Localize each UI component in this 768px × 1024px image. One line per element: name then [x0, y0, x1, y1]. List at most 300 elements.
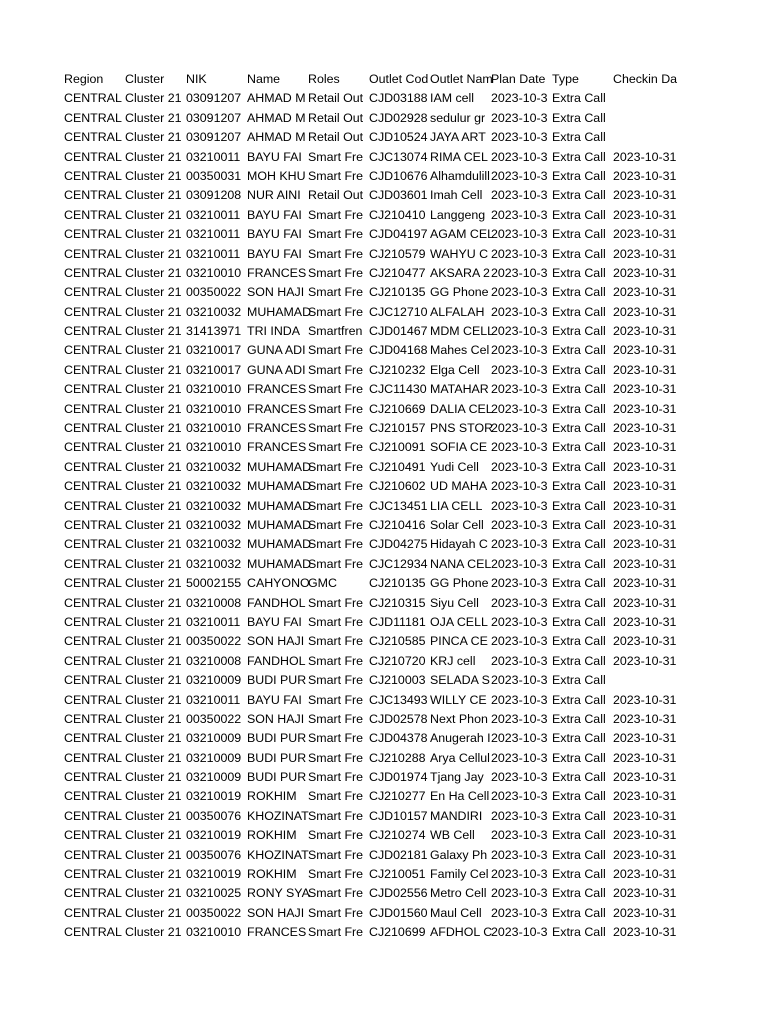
table-cell: 00350031: [186, 168, 242, 183]
table-cell: CJC13074: [369, 149, 428, 164]
table-cell: Extra Call: [552, 614, 606, 629]
table-cell: Extra Call: [552, 828, 606, 843]
table-cell: 03210011: [186, 692, 241, 707]
table-cell: 2023-10-3: [491, 867, 548, 882]
table-cell: Extra Call: [552, 207, 606, 222]
table-cell: Smart Fre: [308, 207, 364, 222]
table-cell: 03091207: [186, 91, 242, 106]
table-cell: Extra Call: [552, 517, 606, 532]
table-row: [64, 128, 668, 147]
table-cell: FANDHOL: [247, 595, 306, 610]
table-cell: CENTRAL: [64, 382, 122, 397]
table-cell: 2023-10-31: [613, 343, 677, 358]
table-row: [64, 148, 677, 167]
table-cell: BAYU FAI: [247, 149, 302, 164]
table-row: [64, 341, 677, 360]
table-row: [64, 89, 668, 108]
table-cell: ROKHIM: [247, 867, 297, 882]
table-cell: 03210011: [186, 149, 241, 164]
table-cell: 2023-10-31: [613, 459, 677, 474]
table-cell: CENTRAL: [64, 459, 122, 474]
table-cell: 03210010: [186, 421, 242, 436]
table-cell: CENTRAL: [64, 789, 122, 804]
table-cell: CENTRAL: [64, 285, 122, 300]
table-cell: 2023-10-3: [491, 770, 548, 785]
table-cell: CJ210003: [369, 673, 426, 688]
table-cell: Cluster 21: [125, 149, 182, 164]
table-cell: CJD04275: [369, 537, 428, 552]
table-cell: Mahes Cel: [430, 343, 490, 358]
table-cell: 2023-10-3: [491, 343, 548, 358]
table-cell: Cluster 21: [125, 188, 182, 203]
table-cell: 03210011: [186, 227, 241, 242]
table-cell: BUDI PUR: [247, 770, 307, 785]
table-cell: Retail Out: [308, 130, 364, 145]
table-cell: Extra Call: [552, 556, 606, 571]
table-cell: 31413971: [186, 324, 242, 339]
table-cell: 2023-10-3: [491, 207, 548, 222]
table-cell: 03091207: [186, 110, 242, 125]
table-cell: GMC: [308, 576, 337, 591]
table-cell: WILLY CE: [430, 692, 487, 707]
table-cell: Smart Fre: [308, 808, 364, 823]
table-cell: Elga Cell: [430, 362, 480, 377]
table-row: [64, 322, 677, 341]
table-cell: CJD04197: [369, 227, 428, 242]
table-cell: Cluster 21: [125, 91, 182, 106]
table-cell: 2023-10-3: [491, 188, 548, 203]
table-cell: CJC12934: [369, 556, 428, 571]
table-cell: 2023-10-3: [491, 517, 548, 532]
table-cell: Cluster 21: [125, 847, 182, 862]
table-cell: 2023-10-3: [491, 324, 548, 339]
table-cell: 03210008: [186, 653, 242, 668]
table-cell: Extra Call: [552, 595, 606, 610]
table-cell: 2023-10-31: [613, 711, 677, 726]
table-cell: SON HAJI: [247, 905, 305, 920]
table-cell: 2023-10-31: [613, 265, 677, 280]
table-cell: 2023-10-3: [491, 304, 548, 319]
table-cell: 03210008: [186, 595, 242, 610]
table-cell: CENTRAL: [64, 576, 122, 591]
table-cell: CJC13493: [369, 692, 428, 707]
table-row: [64, 535, 677, 554]
table-cell: OJA CELL: [430, 614, 488, 629]
table-cell: AFDHOL C: [430, 925, 493, 940]
table-cell: AGAM CEL: [430, 227, 495, 242]
table-cell: 2023-10-31: [613, 227, 677, 242]
table-cell: FRANCES: [247, 925, 307, 940]
table-cell: MUHAMAD: [247, 556, 312, 571]
table-row: [64, 303, 677, 322]
table-cell: 2023-10-31: [613, 653, 677, 668]
table-cell: Solar Cell: [430, 517, 484, 532]
table-cell: 2023-10-31: [613, 905, 677, 920]
table-cell: 2023-10-3: [491, 265, 548, 280]
column-header: Roles: [308, 72, 340, 86]
table-cell: 2023-10-31: [613, 750, 677, 765]
table-cell: SOFIA CE: [430, 440, 488, 455]
table-cell: Cluster 21: [125, 343, 182, 358]
table-cell: CENTRAL: [64, 711, 122, 726]
table-cell: CENTRAL: [64, 770, 122, 785]
table-cell: 2023-10-3: [491, 692, 548, 707]
table-cell: CENTRAL: [64, 207, 122, 222]
table-cell: Smart Fre: [308, 498, 364, 513]
table-row: [64, 846, 677, 865]
table-cell: 2023-10-31: [613, 770, 677, 785]
table-cell: 03210011: [186, 207, 241, 222]
table-cell: sedulur gr: [430, 110, 486, 125]
table-cell: 03210010: [186, 401, 242, 416]
table-cell: CENTRAL: [64, 634, 122, 649]
table-cell: Cluster 21: [125, 479, 182, 494]
table-cell: FRANCES: [247, 401, 307, 416]
table-cell: CENTRAL: [64, 421, 122, 436]
table-cell: Extra Call: [552, 789, 606, 804]
table-cell: 2023-10-31: [613, 731, 677, 746]
table-cell: Cluster 21: [125, 517, 182, 532]
table-cell: CJ210157: [369, 421, 426, 436]
table-cell: CJD02556: [369, 886, 428, 901]
table-cell: Cluster 21: [125, 867, 182, 882]
table-cell: CENTRAL: [64, 731, 122, 746]
table-cell: Smart Fre: [308, 692, 364, 707]
table-cell: 03210019: [186, 789, 242, 804]
table-cell: Extra Call: [552, 459, 606, 474]
table-cell: Siyu Cell: [430, 595, 479, 610]
table-cell: Cluster 21: [125, 421, 182, 436]
table-cell: Cluster 21: [125, 673, 182, 688]
table-cell: CENTRAL: [64, 886, 122, 901]
table-cell: Smart Fre: [308, 828, 364, 843]
table-cell: CJC11430: [369, 382, 427, 397]
table-cell: Extra Call: [552, 246, 606, 261]
table-cell: Extra Call: [552, 227, 606, 242]
table-cell: Cluster 21: [125, 711, 182, 726]
table-cell: CJ210051: [369, 867, 426, 882]
table-cell: BUDI PUR: [247, 673, 307, 688]
column-header: Name: [247, 72, 281, 86]
table-cell: 2023-10-31: [613, 867, 677, 882]
table-cell: Cluster 21: [125, 789, 182, 804]
table-cell: 2023-10-3: [491, 537, 548, 552]
table-cell: CENTRAL: [64, 614, 122, 629]
table-cell: 03210032: [186, 517, 242, 532]
table-row: [64, 807, 677, 826]
table-cell: 2023-10-31: [613, 246, 677, 261]
table-cell: En Ha Cell: [430, 789, 490, 804]
table-cell: 03210032: [186, 479, 242, 494]
table-row: [64, 497, 677, 516]
table-row: [64, 768, 677, 787]
table-cell: BAYU FAI: [247, 692, 302, 707]
table-cell: Smart Fre: [308, 440, 364, 455]
table-cell: Extra Call: [552, 634, 606, 649]
table-cell: Cluster 21: [125, 731, 182, 746]
table-cell: Extra Call: [552, 149, 606, 164]
table-cell: 2023-10-3: [491, 576, 548, 591]
table-cell: 2023-10-3: [491, 886, 548, 901]
table-row: [64, 458, 677, 477]
table-cell: Cluster 21: [125, 537, 182, 552]
table-cell: Extra Call: [552, 110, 606, 125]
table-cell: 2023-10-31: [613, 847, 677, 862]
column-header: NIK: [186, 72, 207, 86]
table-cell: 2023-10-31: [613, 285, 677, 300]
table-cell: CENTRAL: [64, 91, 122, 106]
column-header: Type: [552, 72, 579, 86]
table-cell: SON HAJI: [247, 285, 305, 300]
table-row: [64, 167, 677, 186]
table-cell: CJ210274: [369, 828, 426, 843]
table-row: [64, 574, 677, 593]
table-cell: 2023-10-3: [491, 91, 548, 106]
table-cell: CENTRAL: [64, 847, 122, 862]
column-header: Outlet Nam: [430, 72, 493, 86]
table-cell: Extra Call: [552, 91, 606, 106]
table-cell: Extra Call: [552, 382, 606, 397]
table-cell: 03091207: [186, 130, 242, 145]
table-cell: Cluster 21: [125, 459, 182, 474]
table-cell: 2023-10-3: [491, 401, 548, 416]
table-cell: CJ210277: [369, 789, 426, 804]
table-row: [64, 400, 677, 419]
table-cell: Cluster 21: [125, 304, 182, 319]
table-cell: Extra Call: [552, 808, 606, 823]
table-cell: CENTRAL: [64, 905, 122, 920]
table-cell: 2023-10-31: [613, 808, 677, 823]
table-cell: Maul Cell: [430, 905, 482, 920]
table-cell: CJD01467: [369, 324, 428, 339]
table-cell: 2023-10-31: [613, 188, 677, 203]
table-cell: Extra Call: [552, 479, 606, 494]
table-cell: 2023-10-3: [491, 285, 548, 300]
table-cell: CJC13451: [369, 498, 428, 513]
table-cell: CENTRAL: [64, 130, 122, 145]
table-cell: Cluster 21: [125, 634, 182, 649]
table-cell: GG Phone: [430, 576, 489, 591]
table-cell: 00350022: [186, 905, 242, 920]
table-cell: Extra Call: [552, 421, 606, 436]
table-cell: Extra Call: [552, 576, 606, 591]
table-cell: UD MAHA: [430, 479, 488, 494]
table-cell: CENTRAL: [64, 750, 122, 765]
table-cell: CENTRAL: [64, 110, 122, 125]
table-row: [64, 865, 677, 884]
table-cell: Smart Fre: [308, 731, 364, 746]
table-cell: Anugerah I: [430, 731, 491, 746]
table-cell: Smart Fre: [308, 168, 364, 183]
table-cell: Smart Fre: [308, 421, 364, 436]
table-cell: Smart Fre: [308, 285, 364, 300]
table-cell: 2023-10-31: [613, 828, 677, 843]
table-cell: Smart Fre: [308, 867, 364, 882]
table-cell: GUNA ADI: [247, 362, 306, 377]
table-cell: CJD03188: [369, 91, 428, 106]
table-cell: Smart Fre: [308, 537, 364, 552]
table-cell: CENTRAL: [64, 188, 122, 203]
table-cell: CENTRAL: [64, 440, 122, 455]
table-cell: 2023-10-3: [491, 847, 548, 862]
table-cell: Extra Call: [552, 401, 606, 416]
table-cell: CJD03601: [369, 188, 428, 203]
table-cell: Smart Fre: [308, 246, 364, 261]
table-cell: CENTRAL: [64, 808, 122, 823]
table-cell: WAHYU C: [430, 246, 489, 261]
table-cell: CENTRAL: [64, 362, 122, 377]
spreadsheet-page: [64, 70, 678, 943]
table-cell: MUHAMAD: [247, 304, 312, 319]
table-row: [64, 361, 677, 380]
table-cell: 2023-10-31: [613, 634, 677, 649]
table-row: [64, 729, 677, 748]
table-cell: MUHAMAD: [247, 537, 312, 552]
table-cell: NUR AINI: [247, 188, 301, 203]
table-cell: BUDI PUR: [247, 750, 307, 765]
table-cell: 2023-10-3: [491, 653, 548, 668]
table-cell: 2023-10-3: [491, 149, 548, 164]
table-cell: CJ210699: [369, 925, 426, 940]
table-cell: BUDI PUR: [247, 731, 307, 746]
table-cell: 03210009: [186, 673, 242, 688]
table-cell: Extra Call: [552, 653, 606, 668]
table-cell: JAYA ART: [430, 130, 486, 145]
table-cell: DALIA CEL: [430, 401, 493, 416]
table-cell: 2023-10-3: [491, 925, 548, 940]
table-cell: 03210032: [186, 556, 242, 571]
table-cell: 03210010: [186, 925, 242, 940]
table-cell: CENTRAL: [64, 149, 122, 164]
table-cell: Arya Cellul: [430, 750, 490, 765]
table-cell: CENTRAL: [64, 227, 122, 242]
table-cell: Cluster 21: [125, 595, 182, 610]
table-cell: MOH KHU: [247, 168, 306, 183]
table-cell: Cluster 21: [125, 498, 182, 513]
table-cell: 2023-10-31: [613, 149, 677, 164]
table-cell: 2023-10-31: [613, 382, 677, 397]
table-cell: Extra Call: [552, 188, 606, 203]
table-cell: [613, 89, 673, 108]
table-cell: Extra Call: [552, 265, 606, 280]
table-cell: CENTRAL: [64, 304, 122, 319]
table-cell: 2023-10-3: [491, 905, 548, 920]
table-cell: Smart Fre: [308, 479, 364, 494]
table-cell: 2023-10-31: [613, 498, 677, 513]
table-cell: Cluster 21: [125, 556, 182, 571]
table-cell: 2023-10-31: [613, 168, 677, 183]
table-cell: 2023-10-3: [491, 673, 548, 688]
table-cell: 00350022: [186, 634, 242, 649]
table-cell: Smart Fre: [308, 382, 364, 397]
table-cell: MATAHAR: [430, 382, 489, 397]
table-cell: Smart Fre: [308, 847, 364, 862]
table-cell: Cluster 21: [125, 828, 182, 843]
table-row: [64, 264, 677, 283]
table-cell: CENTRAL: [64, 343, 122, 358]
table-cell: GUNA ADI: [247, 343, 306, 358]
table-row: [64, 206, 677, 225]
table-cell: CJD01560: [369, 905, 428, 920]
table-cell: Cluster 21: [125, 808, 182, 823]
table-cell: Cluster 21: [125, 207, 182, 222]
table-cell: 2023-10-3: [491, 168, 548, 183]
table-cell: 03210010: [186, 265, 242, 280]
table-row: [64, 380, 677, 399]
table-cell: Retail Out: [308, 91, 364, 106]
table-cell: 2023-10-3: [491, 711, 548, 726]
table-cell: Cluster 21: [125, 401, 182, 416]
table-cell: 00350022: [186, 711, 242, 726]
table-cell: BAYU FAI: [247, 227, 302, 242]
table-cell: 03091208: [186, 188, 242, 203]
table-cell: CJD01974: [369, 770, 428, 785]
table-cell: 2023-10-3: [491, 634, 548, 649]
table-cell: Smart Fre: [308, 750, 364, 765]
table-cell: 03210019: [186, 867, 242, 882]
table-cell: 00350076: [186, 847, 242, 862]
table-cell: Extra Call: [552, 343, 606, 358]
table-cell: ALFALAH: [430, 304, 485, 319]
table-cell: Tjang Jay: [430, 770, 484, 785]
table-cell: Smart Fre: [308, 595, 364, 610]
table-cell: 2023-10-3: [491, 595, 548, 610]
table-cell: CENTRAL: [64, 168, 122, 183]
table-cell: Smart Fre: [308, 925, 364, 940]
table-cell: Cluster 21: [125, 905, 182, 920]
table-cell: 2023-10-31: [613, 401, 677, 416]
table-cell: AKSARA 2: [430, 265, 490, 280]
header-row: [64, 70, 678, 89]
column-header: Cluster: [125, 72, 165, 86]
table-cell: CJ210720: [369, 653, 426, 668]
table-cell: 2023-10-3: [491, 750, 548, 765]
table-cell: CENTRAL: [64, 401, 122, 416]
table-cell: Extra Call: [552, 324, 606, 339]
table-cell: CJD11181: [369, 614, 426, 629]
table-row: [64, 438, 677, 457]
table-cell: 2023-10-31: [613, 304, 677, 319]
table-cell: CJ210135: [369, 285, 426, 300]
table-cell: Hidayah C: [430, 537, 488, 552]
table-cell: BAYU FAI: [247, 246, 302, 261]
table-cell: CJ210579: [369, 246, 426, 261]
table-row: [64, 691, 677, 710]
table-cell: Extra Call: [552, 537, 606, 552]
table-cell: Extra Call: [552, 692, 606, 707]
table-cell: Extra Call: [552, 847, 606, 862]
table-cell: CENTRAL: [64, 925, 122, 940]
table-cell: Extra Call: [552, 130, 606, 145]
table-cell: Smart Fre: [308, 905, 364, 920]
table-cell: Extra Call: [552, 673, 606, 688]
table-cell: 03210011: [186, 614, 241, 629]
table-cell: 2023-10-3: [491, 130, 548, 145]
table-cell: 2023-10-3: [491, 731, 548, 746]
table-cell: Cluster 21: [125, 653, 182, 668]
table-cell: LIA CELL: [430, 498, 483, 513]
table-cell: FRANCES: [247, 440, 307, 455]
table-cell: CJD02181: [369, 847, 428, 862]
table-cell: CJ210491: [369, 459, 426, 474]
table-cell: CJD10676: [369, 168, 428, 183]
table-cell: 2023-10-3: [491, 110, 548, 125]
table-cell: CENTRAL: [64, 517, 122, 532]
table-cell: Extra Call: [552, 750, 606, 765]
table-cell: CJD04378: [369, 731, 428, 746]
table-cell: CJ210410: [369, 207, 426, 222]
table-cell: MDM CELL: [430, 324, 495, 339]
